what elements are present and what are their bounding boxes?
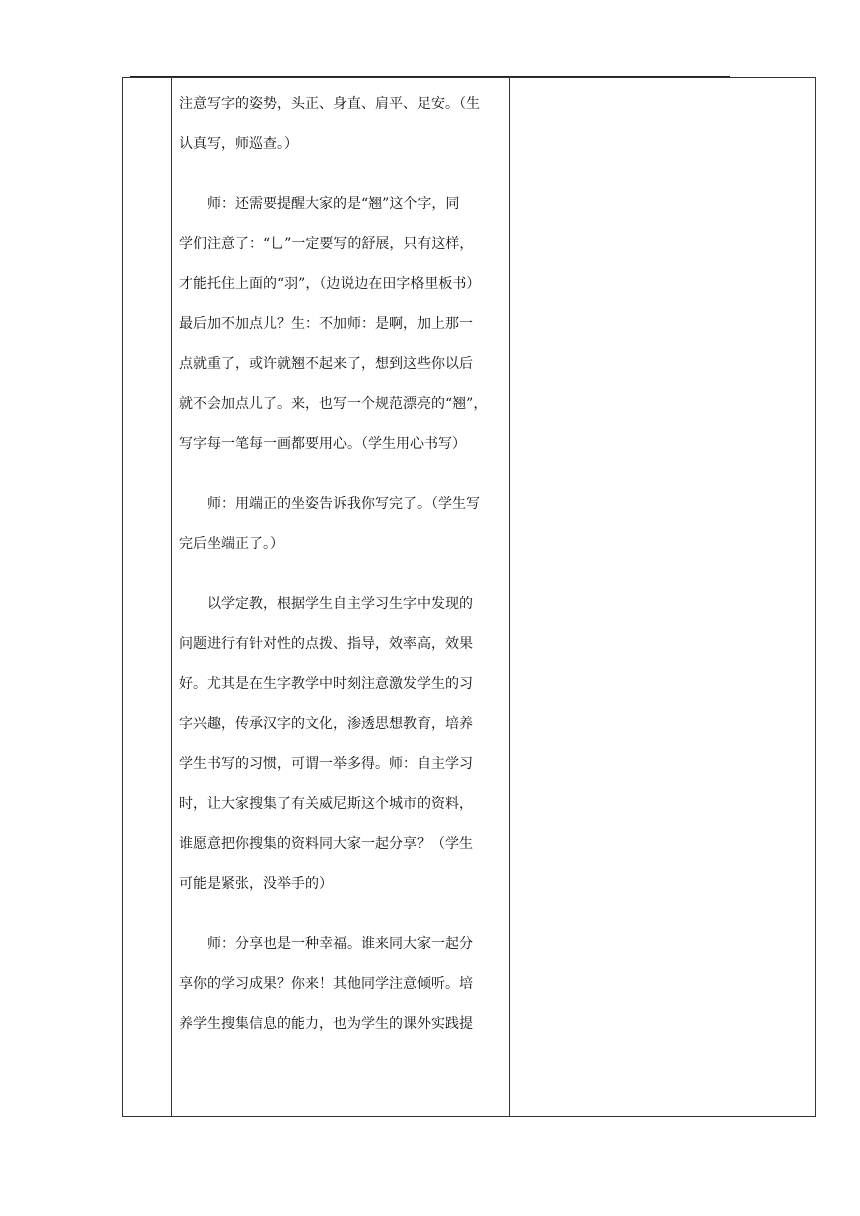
paragraph <box>179 84 503 164</box>
text-line: 师：还需要提醒大家的是“翘”这个字，同 <box>207 196 460 212</box>
lesson-table <box>122 77 816 1117</box>
text-line: 认真写，师巡查。） <box>179 136 298 152</box>
text-line: 享你的学习成果？你来！其他同学注意倾听。培 <box>179 976 473 992</box>
text-line: 完后坐端正了。） <box>179 536 284 552</box>
text-line: 以学定教，根据学生自主学习生字中发现的 <box>207 596 473 612</box>
text-line: 最后加不加点儿？生：不加师：是啊，加上那一 <box>179 316 473 332</box>
paragraph <box>179 924 503 1044</box>
paragraph <box>179 184 503 464</box>
text-line: 注意写字的姿势，头正、身直、肩平、足安。（生 <box>179 96 480 112</box>
text-line: 写字每一笔每一画都要用心。（学生用心书写） <box>179 436 466 452</box>
text-line: 好。尤其是在生字教学中时刻注意激发学生的习 <box>179 676 473 692</box>
text-line: 问题进行有针对性的点拨、指导，效率高，效果 <box>179 636 473 652</box>
text-line: 谁愿意把你搜集的资料同大家一起分享？（学生 <box>179 836 473 852</box>
column-divider-right <box>509 78 510 1116</box>
column-divider-left <box>171 78 172 1116</box>
text-line: 学们注意了：“乚”一定要写的舒展，只有这样， <box>179 236 474 252</box>
text-line: 才能托住上面的“羽”，（边说边在田字格里板书） <box>179 276 481 292</box>
text-line: 时，让大家搜集了有关威尼斯这个城市的资料， <box>179 796 473 812</box>
text-line: 就不会加点儿了。来，也写一个规范漂亮的“翘”， <box>179 396 488 412</box>
text-line: 养学生搜集信息的能力，也为学生的课外实践提 <box>179 1016 473 1032</box>
paragraph <box>179 484 503 564</box>
text-line: 师：分享也是一种幸福。谁来同大家一起分 <box>207 936 473 952</box>
text-line: 字兴趣，传承汉字的文化，渗透思想教育，培养 <box>179 716 473 732</box>
text-line: 师：用端正的坐姿告诉我你写完了。（学生写 <box>207 496 480 512</box>
lesson-content-cell <box>179 84 503 1044</box>
paragraph <box>179 584 503 904</box>
text-line: 学生书写的习惯，可谓一举多得。师：自主学习 <box>179 756 473 772</box>
text-line: 可能是紧张，没举手的） <box>179 876 333 892</box>
text-line: 点就重了，或许就翘不起来了，想到这些你以后 <box>179 356 473 372</box>
